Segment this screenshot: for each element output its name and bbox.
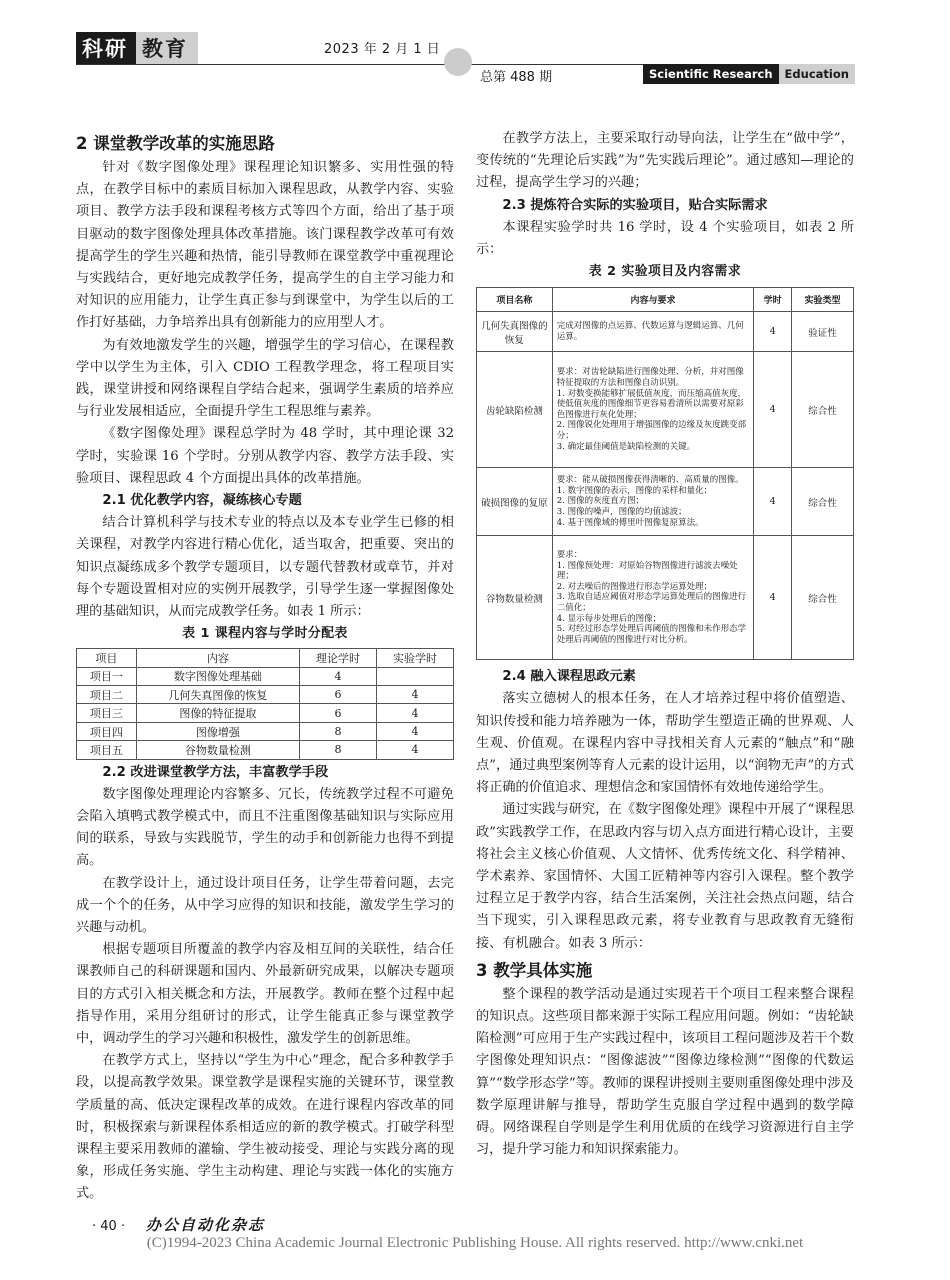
subsection-2-3-paragraph-1: 本课程实验学时共 16 学时，设 4 个实验项目，如表 2 所示：	[476, 219, 854, 258]
table-2-header-cell: 学时	[754, 288, 792, 312]
table-1-cell: 4	[377, 704, 454, 722]
magazine-name: 办公自动化杂志	[146, 1216, 266, 1234]
requirement-line: 完成对图像的点运算、代数运算与逻辑运算、几何运算。	[556, 321, 744, 342]
table-2-hours: 4	[754, 536, 792, 660]
table-1-cell: 数字图像处理基础	[136, 667, 299, 685]
right-column	[476, 128, 854, 1161]
requirement-line: 要求：	[556, 550, 583, 561]
table-1-cell: 4	[377, 741, 454, 759]
table-1-cell: 项目四	[77, 722, 137, 740]
subsection-2-4-paragraph-2: 通过实践与研究，在《数字图像处理》课程中开展了“课程思政”实践教学工作，在思政内容与切入点方面进行精心设计，主要将社会主义核心价值观、人文情怀、优秀传统文化、科学精神、学术素养、家国情怀、大国工匠精神等内容引入课程。整个教学过程立足于教学内容，结合生活案例，关注社会热点问题，结合当下现实，引入课程思政元素，将专业教育与思政教育无缝衔接、有机融合。如表 3 所示：	[476, 802, 854, 951]
requirement-line: 1. 数字图像的表示，图像的采样和量化；	[556, 485, 713, 496]
table-2-type: 综合性	[792, 352, 854, 468]
header-circle-ornament	[444, 48, 472, 76]
table-2	[476, 287, 854, 660]
table-2-header-cell: 项目名称	[477, 288, 553, 312]
table-1-row	[77, 686, 454, 704]
section-2-title: 2 课堂教学改革的实施思路	[76, 134, 275, 153]
journal-logo	[76, 32, 198, 64]
subsection-2-2-paragraph-3: 根据专题项目所覆盖的教学内容及相互间的关联性，结合任课教师自己的科研课题和国内、外最新研究成果，以解决专题项目的方式引入相关概念和方法，开展教学。教师在整个过程中起指导作用，采用分组研讨的形式，让学生能真正参与课堂教学中，调动学生的学习兴趣和积极性，激发学生的创新思维。	[76, 942, 454, 1047]
table-2-project-name: 谷物数量检测	[477, 536, 553, 660]
table-2-hours: 4	[754, 312, 792, 352]
table-1-cell: 6	[300, 686, 377, 704]
subsection-2-2-paragraph-5: 在教学方法上，主要采取行动导向法，让学生在“做中学”，变传统的“先理论后实践”为“先实践后理论”。通过感知—理论的过程，提高学生学习的兴趣；	[476, 131, 854, 191]
table-1-header-cell: 实验学时	[377, 649, 454, 667]
table-1-cell: 谷物数量检测	[136, 741, 299, 759]
page-number: · 40 ·	[92, 1219, 126, 1234]
table-2-type: 综合性	[792, 468, 854, 536]
logo-part1: 科研	[76, 32, 136, 64]
requirement-line: 2. 图像的灰度直方图；	[556, 496, 645, 507]
table-1-header-cell: 理论学时	[300, 649, 377, 667]
table-2-header-row	[477, 288, 854, 312]
section-3-title: 3 教学具体实施	[476, 960, 593, 980]
requirement-line: 要求：对齿轮缺陷进行图像处理、分析，并对图像特征提取的方法和图像自动识别。	[556, 367, 744, 388]
subsection-2-1-title: 2.1 优化教学内容，凝练核心专题	[102, 493, 302, 509]
table-1-cell: 几何失真图像的恢复	[136, 686, 299, 704]
table-2-type: 验证性	[792, 312, 854, 352]
table-2-row	[477, 468, 854, 536]
page-header	[0, 0, 950, 96]
table-2-hours: 4	[754, 468, 792, 536]
table-2-project-name: 几何失真图像的恢复	[477, 312, 553, 352]
table-1-cell: 4	[377, 686, 454, 704]
logo-part2: 教育	[136, 32, 198, 64]
table-1	[76, 648, 454, 759]
subsection-2-4-paragraph-1: 落实立德树人的根本任务，在人才培养过程中将价值塑造、知识传授和能力培养融为一体，帮助学生塑造正确的世界观、人生观、价值观。在课程内容中寻找相关育人元素的“触点”和“融点”，通过典型案例等育人元素的设计运用，以“润物无声”的方式将正确的价值追求、理想信念和家国情怀有效地传递给学生。	[476, 691, 854, 796]
table-2-requirements	[552, 312, 753, 352]
table-1-cell: 项目三	[77, 704, 137, 722]
table-1-cell: 8	[300, 722, 377, 740]
table-2-caption: 表 2 实验项目及内容需求	[588, 264, 742, 280]
table-1-cell: 项目二	[77, 686, 137, 704]
table-1-cell	[377, 667, 454, 685]
subsection-2-1-paragraph-1: 结合计算机科学与技术专业的特点以及本专业学生已修的相关课程，对教学内容进行精心优化，适当取舍，把重要、突出的知识点凝练成多个教学专题项目，以专题代替教材或章节，并对每个专题设置相对应的实例开展教学，引导学生逐一掌握图像处理的基础知识，从而完成教学任务。如表 1 所示：	[76, 515, 454, 620]
table-2-row	[477, 312, 854, 352]
table-1-row	[77, 741, 454, 759]
table-1-cell: 项目五	[77, 741, 137, 759]
requirement-line: 4. 基于图像域的傅里叶图像复原算法。	[556, 517, 704, 528]
column-tag	[643, 64, 855, 84]
table-1-cell: 4	[377, 722, 454, 740]
subsection-2-2-paragraph-4: 在教学方式上，坚持以“学生为中心”理念，配合多种教学手段，以提高教学效果。课堂教学是课程实施的关键环节，课堂教学质量的高、低决定课程改革的成效。在进行课程内容改革的同时，积极探索与新课程体系相适应的新的教学模式。打破学科型课程主要采用教师的灌输、学生被动接受、理论与实践分离的现象，形成任务实施、学生主动构建、理论与实践一体化的实施方式。	[76, 1053, 454, 1202]
table-1-header-cell: 内容	[136, 649, 299, 667]
table-2-requirements	[552, 536, 753, 660]
table-2-type: 综合性	[792, 536, 854, 660]
subsection-2-2-paragraph-2: 在教学设计上，通过设计项目任务，让学生带着问题，去完成一个个的任务，从中学习应得的知识和技能，激发学生学习的兴趣与动机。	[76, 875, 454, 936]
column-tag-part1: Scientific Research	[643, 64, 779, 84]
table-1-cell: 图像增强	[136, 722, 299, 740]
issue-number: 总第 488 期	[480, 70, 553, 85]
table-2-header-cell: 内容与要求	[552, 288, 753, 312]
requirement-line: 3. 确定最佳阈值是缺陷检测的关键。	[556, 441, 696, 452]
table-2-hours: 4	[754, 352, 792, 468]
subsection-2-2-paragraph-1: 数字图像处理理论内容繁多、冗长，传统教学过程不可避免会陷入填鸭式教学模式中，而且不注重图像基础知识与实际应用间的联系，导致与实践脱节，学生的动手和创新能力也得不到提高。	[76, 786, 454, 869]
table-2-requirements	[552, 352, 753, 468]
table-2-project-name: 破损图像的复原	[477, 468, 553, 536]
requirement-line: 2. 对去噪后的图像进行形态学运算处理；	[556, 581, 713, 592]
table-1-cell: 8	[300, 741, 377, 759]
subsection-2-2-title: 2.2 改进课堂教学方法，丰富教学手段	[102, 764, 329, 780]
table-2-header-cell: 实验类型	[792, 288, 854, 312]
table-2-project-name: 齿轮缺陷检测	[477, 352, 553, 468]
section-2-paragraph-3: 《数字图像处理》课程总学时为 48 学时，其中理论课 32 学时，实验课 16 个学时。分别从教学内容、教学方法手段、实验项目、课程思政 4 个方面提出具体的改革措施。	[76, 426, 454, 486]
requirement-line: 3. 图像的噪声，图像的均值滤波；	[556, 507, 687, 518]
issue-date: 2023 年 2 月 1 日	[324, 42, 441, 57]
table-1-header-row	[77, 649, 454, 667]
table-1-row	[77, 704, 454, 722]
subsection-2-3-title: 2.3 提炼符合实际的实验项目，贴合实际需求	[502, 197, 768, 213]
column-tag-part2: Education	[779, 64, 855, 84]
requirement-line: 要求：能从破损图像获得清晰的、高质量的图像。	[556, 475, 744, 486]
subsection-2-4-title: 2.4 融入课程思政元素	[502, 669, 636, 685]
requirement-line: 5. 对经过形态学处理后再阈值的图像和未作形态学处理后再阈值的图像进行对比分析。	[556, 624, 747, 645]
table-2-row	[477, 352, 854, 468]
section-3-paragraph-1: 整个课程的教学活动是通过实现若干个项目工程来整合课程的知识点。这些项目都来源于实际工程应用问题。例如：“齿轮缺陷检测”可应用于生产实践过程中，该项目工程问题涉及若干个数字图像处理知识点：“图像滤波”“图像边缘检测”“图像的代数运算”“数学形态学”等。教师的课程讲授则主要则重图像处理中涉及数学原理讲解与推导，帮助学生克服自学过程中遇到的数学障碍。网络课程自学则是学生利用优质的在线学习资源进行自主学习，提升学习能力和知识探索能力。	[476, 986, 854, 1158]
copyright-notice: (C)1994-2023 China Academic Journal Electronic Publishing House. All rights reserved. http://www.cnki.net	[146, 1235, 804, 1251]
table-2-requirements	[552, 468, 753, 536]
table-1-caption: 表 1 课程内容与学时分配表	[182, 626, 348, 642]
table-1-row	[77, 667, 454, 685]
requirement-line: 2. 图像锐化处理用于增强图像的边缘及灰度跳变部分；	[556, 420, 747, 441]
table-1-header-cell: 项目	[77, 649, 137, 667]
table-2-row	[477, 536, 854, 660]
table-1-cell: 4	[300, 667, 377, 685]
requirement-line: 4. 显示每步处理后的图像；	[556, 613, 662, 624]
left-column	[76, 128, 454, 1206]
table-1-cell: 6	[300, 704, 377, 722]
table-1-cell: 项目一	[77, 667, 137, 685]
requirement-line: 1. 图像预处理：对原始谷物图像进行滤波去噪处理；	[556, 560, 738, 582]
section-2-paragraph-1: 针对《数字图像处理》课程理论知识繁多、实用性强的特点，在教学目标中的素质目标加入课程思政，从教学内容、实验项目、教学方法手段和课程考核方式等四个方面，给出了基于项目驱动的数字图像处理具体改革措施。该门课程教学改革可有效提高学生的学生兴趣和热情，能引导教师在课堂教学中重视理论与实践结合，更好地完成教学任务，提高学生的自主学习能力和对知识的应用能力，让学生真正参与到课堂中，为学生以后的工作打好基础，力争培养出具有创新能力的应用型人才。	[76, 160, 454, 331]
requirement-line: 1. 对数变换能够扩展低值灰度，而压缩高值灰度，使低值灰度的图像细节更容易看清所以需要对原彩色图像进行灰化处理；	[556, 388, 747, 420]
section-2-paragraph-2: 为有效地激发学生的兴趣，增强学生的学习信心，在课程教学中以学生为主体，引入 CDIO 工程教学理念，将工程项目实践，课堂讲授和网络课程自学结合起来，强调学生素质的培养应与行业发展相适应，全面提升学生工程思维与素养。	[76, 337, 454, 420]
requirement-line: 3. 选取自适应阈值对形态学运算处理后的图像进行二值化；	[556, 592, 747, 614]
table-1-cell: 图像的特征提取	[136, 704, 299, 722]
table-1-row	[77, 722, 454, 740]
